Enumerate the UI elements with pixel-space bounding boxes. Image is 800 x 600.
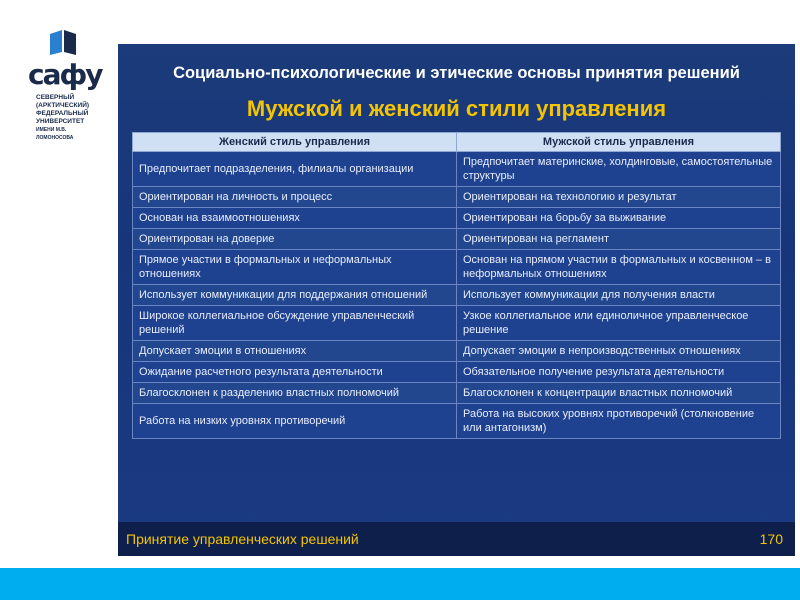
header-female-style: Женский стиль управления — [133, 133, 457, 152]
female-style-cell: Работа на низких уровнях противоречий — [133, 404, 457, 439]
female-style-cell: Основан на взаимоотношениях — [133, 208, 457, 229]
female-style-cell: Широкое коллегиальное обсуждение управленческий решений — [133, 306, 457, 341]
male-style-cell: Ориентирован на регламент — [457, 229, 781, 250]
table-row — [133, 229, 781, 250]
female-style-cell: Ориентирован на доверие — [133, 229, 457, 250]
book-icon — [48, 28, 78, 56]
table-row — [133, 383, 781, 404]
male-style-cell: Основан на прямом участии в формальных и косвенном – в неформальных отношениях — [457, 250, 781, 285]
male-style-cell: Допускает эмоции в непроизводственных отношениях — [457, 341, 781, 362]
table-row — [133, 306, 781, 341]
page-number: 170 — [759, 531, 783, 547]
table-row — [133, 250, 781, 285]
table-body — [133, 152, 781, 439]
female-style-cell: Благосклонен к разделению властных полномочий — [133, 383, 457, 404]
university-logo — [28, 28, 108, 148]
male-style-cell: Узкое коллегиальное или единоличное управленческое решение — [457, 306, 781, 341]
male-style-cell: Ориентирован на борьбу за выживание — [457, 208, 781, 229]
university-line: УНИВЕРСИТЕТ — [36, 118, 85, 125]
male-style-cell: Работа на высоких уровнях противоречий (столкновение или антагонизм) — [457, 404, 781, 439]
footer-text: Принятие управленческих решений — [126, 531, 359, 547]
slide-subtitle: Мужской и женский стили управления — [246, 96, 667, 121]
table-header-row — [133, 133, 781, 152]
male-style-cell: Благосклонен к концентрации властных полномочий — [457, 383, 781, 404]
table-row — [133, 362, 781, 383]
logo-wordmark: сафу — [28, 58, 102, 91]
female-style-cell: Ожидание расчетного результата деятельности — [133, 362, 457, 383]
female-style-cell: Предпочитает подразделения, филиалы организации — [133, 152, 457, 187]
university-line: (АРКТИЧЕСКИЙ) — [36, 102, 90, 109]
slide-footer — [118, 522, 795, 556]
table-row — [133, 285, 781, 306]
university-name — [36, 94, 100, 142]
table-row — [133, 152, 781, 187]
male-style-cell: Ориентирован на технологию и результат — [457, 187, 781, 208]
female-style-cell: Использует коммуникации для поддержания отношений — [133, 285, 457, 306]
male-style-cell: Использует коммуникации для получения власти — [457, 285, 781, 306]
female-style-cell: Допускает эмоции в отношениях — [133, 341, 457, 362]
slide-panel — [118, 44, 795, 556]
comparison-table — [132, 132, 781, 439]
university-line: СЕВЕРНЫЙ — [36, 94, 75, 101]
slide-title: Социально-психологические и этические основы принятия решений — [173, 64, 740, 82]
female-style-cell: Ориентирован на личность и процесс — [133, 187, 457, 208]
male-style-cell: Обязательное получение результата деятельности — [457, 362, 781, 383]
table-row — [133, 208, 781, 229]
female-style-cell: Прямое участии в формальных и неформальных отношениях — [133, 250, 457, 285]
bottom-bar — [0, 568, 800, 600]
header-male-style: Мужской стиль управления — [457, 133, 781, 152]
table-row — [133, 187, 781, 208]
table-row — [133, 341, 781, 362]
university-line: ФЕДЕРАЛЬНЫЙ — [36, 110, 89, 117]
university-line: ИМЕНИ М.В. ЛОМОНОСОВА — [36, 127, 74, 141]
male-style-cell: Предпочитает материнские, холдинговые, самостоятельные структуры — [457, 152, 781, 187]
table-row — [133, 404, 781, 439]
